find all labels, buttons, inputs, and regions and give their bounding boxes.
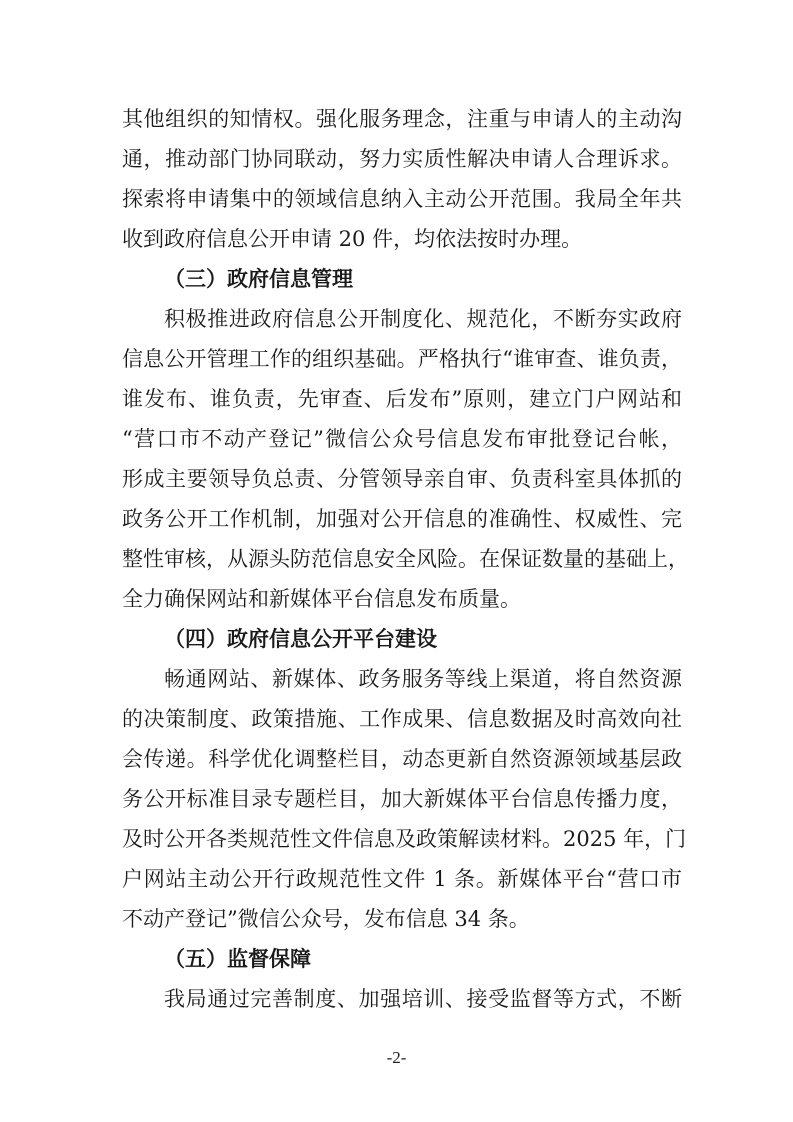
section-3-line-6: 政务公开工作机制，加强对公开信息的准确性、权威性、完 [122,507,682,531]
section-3-line-2: 信息公开管理工作的组织基础。严格执行“谁审查、谁负责， [122,347,682,371]
section-4-heading: （四）政府信息公开平台建设 [164,626,437,651]
paragraph-1-line-4: 收到政府信息公开申请 20 件，均依法按时办理。 [122,227,583,251]
section-4-line-3: 会传递。科学优化调整栏目，动态更新自然资源领域基层政 [122,747,682,771]
section-4-line-1: 畅通网站、新媒体、政务服务等线上渠道，将自然资源 [164,667,682,691]
section-3-line-3: 谁发布、谁负责，先审查、后发布”原则，建立门户网站和 [122,387,682,411]
section-3-line-5: 形成主要领导负总责、分管领导亲自审、负责科室具体抓的 [122,467,682,491]
section-3-line-1: 积极推进政府信息公开制度化、规范化，不断夯实政府 [164,307,682,331]
section-4-line-2: 的决策制度、政策措施、工作成果、信息数据及时高效向社 [122,707,682,731]
section-4-line-5: 及时公开各类规范性文件信息及政策解读材料。2025 年，门 [122,827,687,851]
paragraph-1-line-3: 探索将申请集中的领域信息纳入主动公开范围。我局全年共 [122,187,682,211]
section-3-line-4: “营口市不动产登记”微信公众号信息发布审批登记台帐， [122,427,682,451]
page-number: -2- [386,1048,407,1067]
section-3-heading: （三）政府信息管理 [164,266,353,291]
section-3-line-8: 全力确保网站和新媒体平台信息发布质量。 [122,587,521,611]
section-4-line-7: 不动产登记”微信公众号，发布信息 34 条。 [122,907,530,931]
section-5-heading: （五）监督保障 [164,946,311,971]
section-4-line-6: 户网站主动公开行政规范性文件 1 条。新媒体平台“营口市 [122,867,682,891]
section-4-line-4: 务公开标准目录专题栏目，加大新媒体平台信息传播力度， [122,787,682,811]
section-5-line-1: 我局通过完善制度、加强培训、接受监督等方式，不断 [164,987,682,1011]
paragraph-1-line-1: 其他组织的知情权。强化服务理念，注重与申请人的主动沟 [122,107,682,131]
paragraph-1-line-2: 通，推动部门协同联动，努力实质性解决申请人合理诉求。 [122,147,682,171]
section-3-line-7: 整性审核，从源头防范信息安全风险。在保证数量的基础上， [122,547,689,571]
